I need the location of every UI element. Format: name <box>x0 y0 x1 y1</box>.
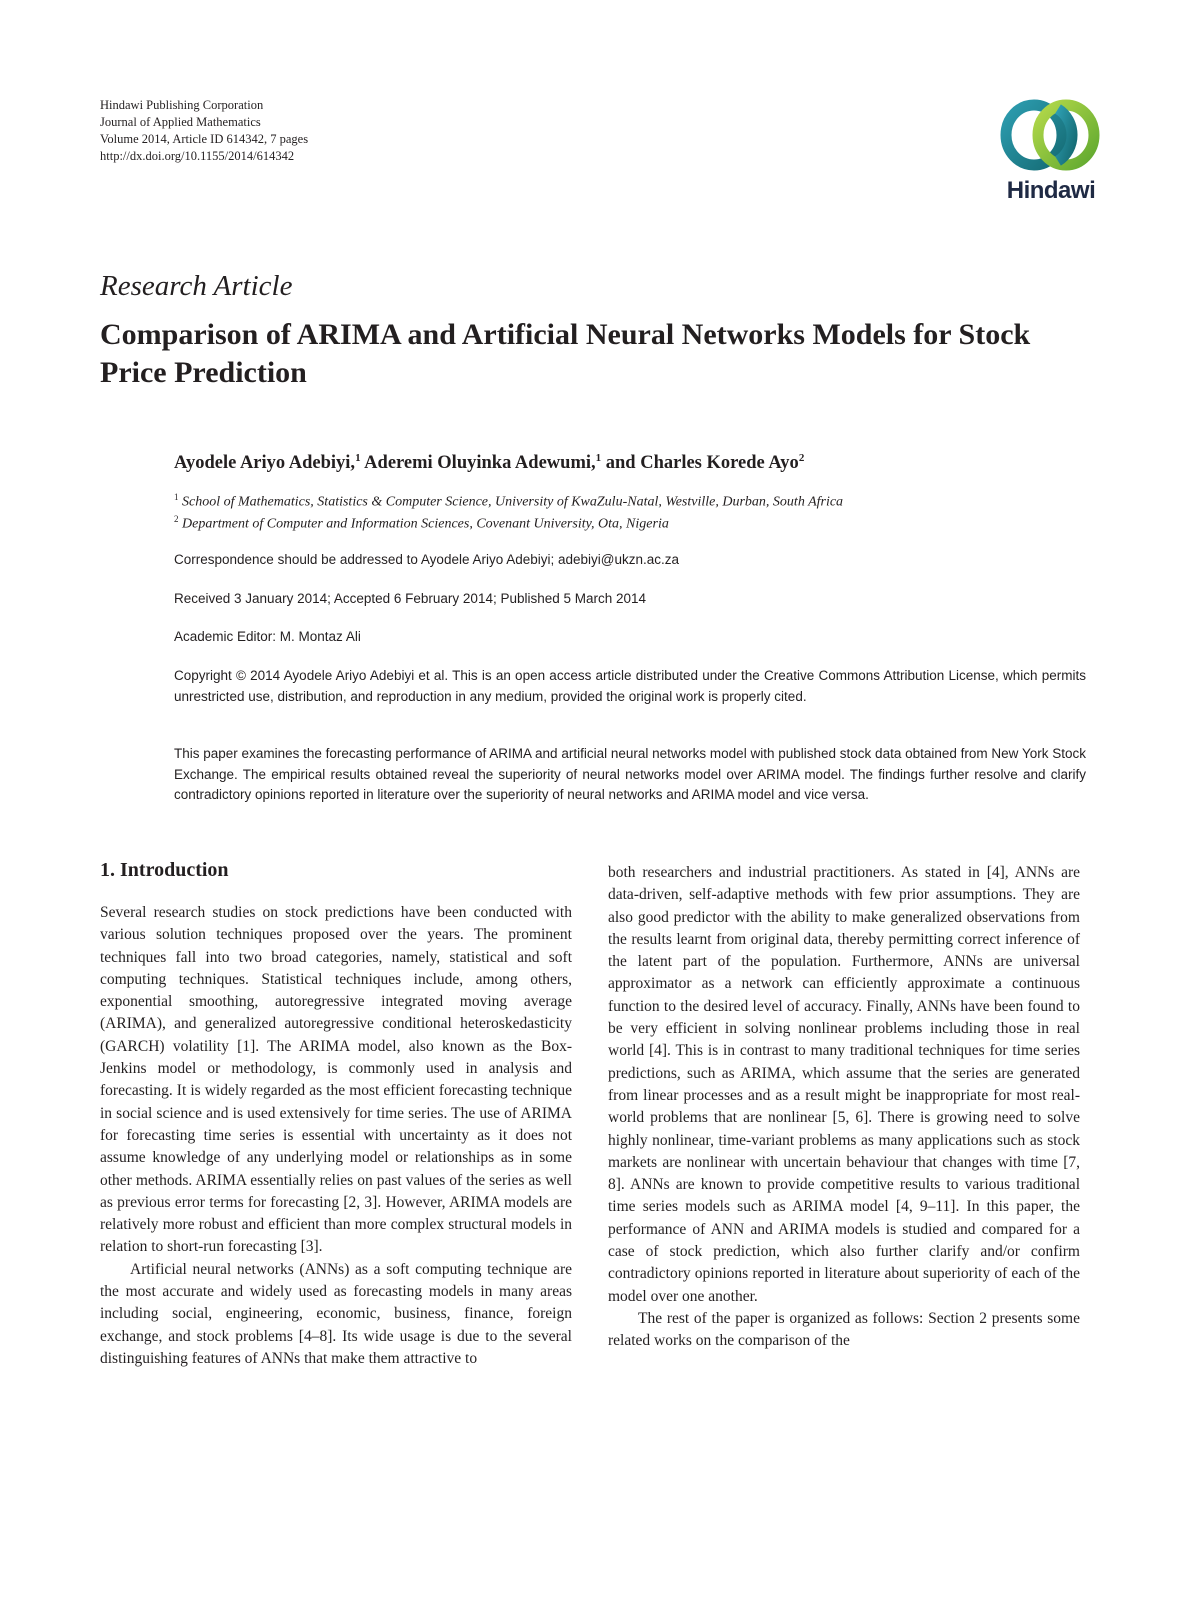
hindawi-rings-icon <box>996 97 1106 177</box>
journal-header <box>100 97 308 165</box>
article-type: Research Article <box>100 270 293 302</box>
body-paragraph: Several research studies on stock predictions have been conducted with various solution techniques proposed over the years. The prominent techniques fall into two broad categories, namely, statistical and soft computing techniques. Statistical techniques include, among others, exponential smoothing, autoregressive integrated moving average (ARIMA), and generalized autoregressive conditional heteroskedasticity (GARCH) volatility [1]. The ARIMA model, also known as the Box-Jenkins model or methodology, is commonly used in analysis and forecasting. It is widely regarded as the most efficient forecasting technique in social science and is used extensively for time series. The use of ARIMA for forecasting time series is essential with uncertainty as it does not assume knowledge of any underlying model or relationships as in some other methods. ARIMA essentially relies on past values of the series as well as previous error terms for forecasting [2, 3]. However, ARIMA models are relatively more robust and efficient than more complex structural models in relation to short-run forecasting [3]. <box>100 904 572 1256</box>
body-paragraph: The rest of the paper is organized as follows: Section 2 presents some related works on the comparison of the <box>608 1309 1080 1350</box>
affiliation-text: School of Mathematics, Statistics & Computer Science, University of KwaZulu-Natal, Westville, Durban, South Africa <box>182 494 844 510</box>
hindawi-logo <box>996 97 1106 207</box>
body-column-left <box>100 902 572 1370</box>
author-affiliation-mark: 1 <box>355 452 361 464</box>
author-affiliation-mark: 2 <box>798 452 805 464</box>
body-paragraph: Artificial neural networks (ANNs) as a soft computing technique are the most accurate and widely used as forecasting models in many areas including social, engineering, economic, business, finance, foreign exchange, and stock problems [4–8]. Its wide usage is due to the several distinguishing features of ANNs that make them attractive to <box>100 1260 572 1367</box>
section-heading-introduction: 1. Introduction <box>100 859 229 881</box>
abstract: This paper examines the forecasting performance of ARIMA and artificial neural networks model with published stock data obtained from New York Stock Exchange. The empirical results obtained reveal the superiority of neural networks model over ARIMA model. The findings further resolve and clarify contradictory opinions reported in literature over the superiority of neural networks and ARIMA model and vice versa. <box>174 746 1086 802</box>
author-name: Aderemi Oluyinka Adewumi, <box>364 453 596 474</box>
author-list <box>174 452 1094 474</box>
academic-editor: Academic Editor: M. Montaz Ali <box>174 629 361 644</box>
logo-wordmark: Hindawi <box>1006 177 1096 204</box>
affiliation-2 <box>174 514 1094 533</box>
affiliation-number: 1 <box>174 492 179 502</box>
affiliation-1 <box>174 492 1094 511</box>
publisher-name: Hindawi Publishing Corporation <box>100 98 264 112</box>
volume-info: Volume 2014, Article ID 614342, 7 pages <box>100 132 309 146</box>
article-title: Comparison of ARIMA and Artificial Neural Networks Models for Stock Price Prediction <box>100 318 1031 389</box>
body-paragraph: both researchers and industrial practitioners. As stated in [4], ANNs are data-driven, self-adaptive methods with few prior assumptions. They are also good predictor with the ability to make generalized observations from the results learnt from original data, thereby permitting correct inference of the latent part of the population. Furthermore, ANNs are universal approximator as a network can efficiently approximate a continuous function to the desired level of accuracy. Finally, ANNs have been found to be very efficient in solving nonlinear problems including those in real world [4]. This is in contrast to many traditional techniques for time series predictions, such as ARIMA, which assume that the series are generated from linear processes and as a result might be inappropriate for most real-world problems that are nonlinear [5, 6]. There is growing need to solve highly nonlinear, time-variant problems as many applications such as stock markets are nonlinear with uncertain behaviour that changes with time [7, 8]. ANNs are known to provide competitive results to various traditional time series models such as ARIMA model [4, 9–11]. In this paper, the performance of ANN and ARIMA models is studied and compared for a case of stock prediction, which also further clarify and/or confirm contradictory opinions reported in literature about superiority of each of the model over one another. <box>608 864 1080 1305</box>
copyright-notice: Copyright © 2014 Ayodele Ariyo Adebiyi et al. This is an open access article distributed under the Creative Commons Attribution License, which permits unrestricted use, distribution, and reproduction in any medium, provided the original work is properly cited. <box>174 668 1086 704</box>
body-column-right <box>608 862 1080 1353</box>
publication-dates: Received 3 January 2014; Accepted 6 February 2014; Published 5 March 2014 <box>174 591 647 606</box>
author-affiliation-mark: 1 <box>595 452 602 464</box>
author-name: Ayodele Ariyo Adebiyi, <box>174 453 356 474</box>
author-name: and Charles Korede Ayo <box>605 453 799 474</box>
correspondence: Correspondence should be addressed to Ayodele Ariyo Adebiyi; adebiyi@ukzn.ac.za <box>174 552 680 567</box>
affiliation-number: 2 <box>174 514 179 524</box>
doi-link[interactable]: http://dx.doi.org/10.1155/2014/614342 <box>100 149 295 163</box>
affiliation-text: Department of Computer and Information Sciences, Covenant University, Ota, Nigeria <box>182 516 669 532</box>
journal-name: Journal of Applied Mathematics <box>100 115 261 129</box>
